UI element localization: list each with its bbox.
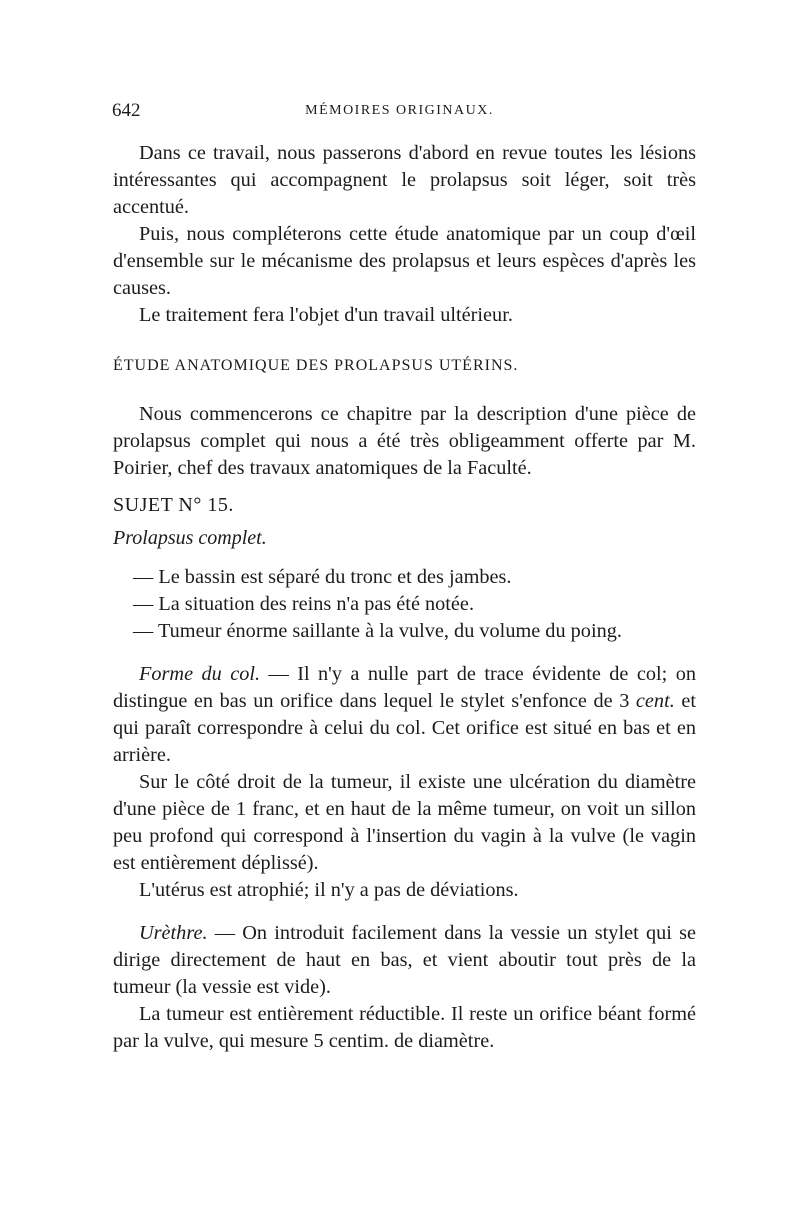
observation-item: — Le bassin est séparé du tronc et des jambes. [133,566,512,588]
section-heading: ÉTUDE ANATOMIQUE DES PROLAPSUS UTÉRINS. [113,357,519,374]
paragraph-forme-du-col [113,661,696,769]
body-text [113,140,696,1055]
page-number: 642 [112,100,141,121]
observation-item: — La situation des reins n'a pas été notée. [133,593,475,615]
running-head: MÉMOIRES ORIGINAUX. [305,103,494,118]
page-header [112,100,687,130]
forme-du-col-text-after: et qui paraît correspondre à celui du col. Cet orifice est situé en bas et en arrière. [113,690,696,766]
forme-du-col-text-before: — Il n'y a nulle part de trace évidente de col; on distingue en bas un orifice dans lequel le stylet s'enfonce de 3 [113,663,696,712]
case-heading: SUJET N° 15. [113,494,234,516]
paragraph-urethre [113,920,696,1001]
urethre-text: — On introduit facilement dans la vessie un stylet qui se dirige directement de haut en bas, et vient aboutir tout près de la tumeur (la vessie est vide). [113,922,696,998]
urethre-label: Urèthre. [139,922,208,944]
case-subheading: Prolapsus complet. [113,527,267,549]
forme-du-col-unit: cent. [635,690,675,712]
paragraph-mechanism: Puis, nous compléterons cette étude anatomique par un coup d'œil d'ensemble sur le mécanisme des prolapsus et leurs espèces d'après les causes. [113,223,696,299]
paragraph-ulceration: Sur le côté droit de la tumeur, il existe une ulcération du diamètre d'une pièce de 1 franc, et en haut de la même tumeur, on voit un sillon peu profond qui correspond à l'insertion du vagin à la vulve (le vagin est entièrement déplissé). [113,771,696,874]
paragraph-chapter-intro: Nous commencerons ce chapitre par la description d'une pièce de prolapsus complet qui nous a été très obligeamment offerte par M. Poirier, chef des travaux anatomiques de la Faculté. [113,403,696,479]
observation-item: — Tumeur énorme saillante à la vulve, du volume du poing. [133,620,622,642]
observation-list [113,564,696,645]
forme-du-col-label: Forme du col. [139,663,261,685]
paragraph-uterus: L'utérus est atrophié; il n'y a pas de déviations. [139,879,519,901]
paragraph-treatment: Le traitement fera l'objet d'un travail ultérieur. [139,304,513,326]
paragraph-intro: Dans ce travail, nous passerons d'abord en revue toutes les lésions intéressantes qui accompagnent le prolapsus soit léger, soit très accentué. [113,142,696,218]
paragraph-tumeur: La tumeur est entièrement réductible. Il reste un orifice béant formé par la vulve, qui mesure 5 centim. de diamètre. [113,1003,696,1052]
